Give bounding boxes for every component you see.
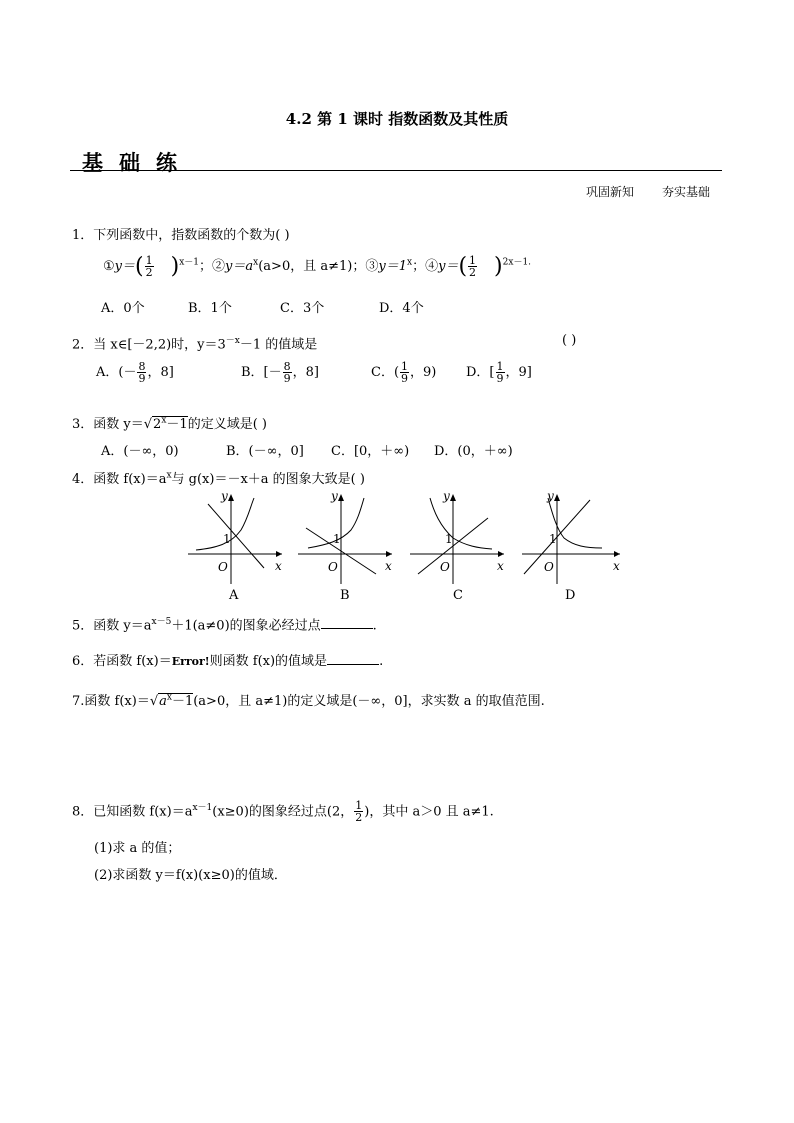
q4-d-origin: O (544, 560, 554, 574)
q1-stem: 1．下列函数中，指数函数的个数为( ) (72, 228, 290, 243)
q5-stem: 5．函数 $y=a^{x-5}+1(a\ne 0)$的图象必经过点 . (72, 617, 377, 634)
q4-graph-d-label: D (565, 588, 576, 603)
q1-functions: ①y＝( $\frac{1}{2}$ )$^{x-1}$；$②y=a^x(a>0$，且 a≠1)；$③y=1^x$；④y＝( $\frac{1}{2}$ )$^{2x-1.}$ (103, 254, 532, 279)
q1-item1-mark: ① (103, 259, 115, 274)
tag-foundation: 夯实基础 (662, 185, 711, 199)
q4-c-x-label: x (497, 559, 504, 573)
q4-graph-d (520, 492, 624, 586)
q4-graph-c (408, 492, 508, 586)
q4-b-one: 1 (333, 532, 341, 546)
q2-option-a: A．(－ $\frac{8}{9}$ ，8] (96, 360, 174, 385)
q4-d-y-label: y (547, 492, 554, 503)
q3-option-d: D．(0，＋∞) (434, 444, 513, 459)
page-title: 4.2 第 1 课时 指数函数及其性质 (285, 110, 509, 128)
q4-graph-c-label: C (453, 588, 463, 603)
q4-graph-b (296, 492, 396, 586)
q3-option-c: C．[0，＋∞) (331, 444, 410, 459)
q4-a-origin: O (218, 560, 228, 574)
q4-a-one: 1 (223, 532, 231, 546)
q1-option-d: D．4个 (379, 301, 424, 316)
q8-sub2: (2)求函数 y＝f(x)(x≥0)的值域． (94, 868, 287, 883)
section-heading: 基础练 (82, 150, 193, 175)
q1-item2-mark: ② (212, 259, 226, 274)
q4-a-x-label: x (275, 559, 282, 573)
q4-c-y-label: y (443, 492, 450, 503)
q4-d-x-label: x (613, 559, 620, 573)
q4-c-origin: O (440, 560, 450, 574)
q1-item4-exponent: 2x－1. (502, 257, 532, 268)
q8-sub1: (1)求 a 的值； (94, 841, 181, 856)
q4-stem: 4．函数 $f(x)=a^x$与 g(x)＝－x＋a 的图象大致是( ) (72, 470, 365, 487)
q8-stem: 8．已知函数 $f(x)=a^{x-1}(x\ge 0)$的图象经过点(2， $\frac{1}{2}$ )，其中 a＞0 且 a≠1. (72, 799, 494, 825)
q4-graph-b-label: B (340, 588, 350, 603)
heading-rule (70, 170, 722, 171)
q7-radicand: $a^x-1$ (159, 692, 194, 709)
q2-answer-paren: ( ) (562, 333, 577, 348)
q1-option-b: B．1个 (188, 301, 232, 316)
q3-option-a: A．(－∞，0) (101, 444, 179, 459)
q4-b-y-label: y (331, 492, 338, 503)
q2-option-c: C．( $\frac{1}{9}$ ，9) (371, 360, 437, 385)
q6-stem: 6．若函数 f(x)＝Error!则函数 f(x)的值域是 . (72, 654, 384, 669)
q1-item1-exponent: x－1 (179, 257, 200, 268)
q3-stem: 3．函数 $y=√2^x-1$的定义域是( ) (72, 415, 267, 432)
q4-b-x-label: x (385, 559, 392, 573)
q6-answer-blank[interactable] (327, 664, 379, 665)
q1-option-c: C．3个 (280, 301, 325, 316)
q6-error-text: Error! (171, 655, 210, 668)
section-tags (586, 183, 710, 200)
q1-item3-mark: ③ (365, 259, 379, 274)
q4-a-y-label: y (221, 492, 228, 503)
q8-fraction: $\frac{1}{2}$ (355, 799, 363, 825)
q3-option-b: B．(－∞，0] (226, 444, 304, 459)
q4-b-origin: O (328, 560, 338, 574)
tag-consolidate: 巩固新知 (586, 185, 635, 199)
q2-stem: 2．当 x∈[－2,2)时，$y=3^{-x}-1$ 的值域是 (72, 336, 318, 353)
q1-item1-fraction: $\frac{1}{2}$ (145, 254, 153, 279)
q2-option-b: B．[－ $\frac{8}{9}$ ，8] (241, 360, 319, 385)
q3-radicand: $2^x-1$ (153, 415, 188, 432)
q4-graph-a-label: A (229, 588, 239, 603)
q1-item4-fraction: $\frac{1}{2}$ (469, 254, 477, 279)
q7-stem: 7.函数 $f(x)=√a^x-1(a>0$，且 a≠1)的定义域是(－∞，0]，求实数 a 的取值范围. (72, 692, 545, 709)
q5-answer-blank[interactable] (321, 628, 373, 629)
q4-d-one: 1 (549, 532, 557, 546)
q1-item1-y: y＝ (114, 259, 136, 274)
q2-option-d: D．[ $\frac{1}{9}$ ，9] (466, 360, 532, 385)
q4-graph-a (186, 492, 286, 586)
q4-c-one: 1 (445, 532, 453, 546)
q1-item4-mark: ④ (425, 259, 439, 274)
q1-option-a: A．0个 (101, 301, 145, 316)
